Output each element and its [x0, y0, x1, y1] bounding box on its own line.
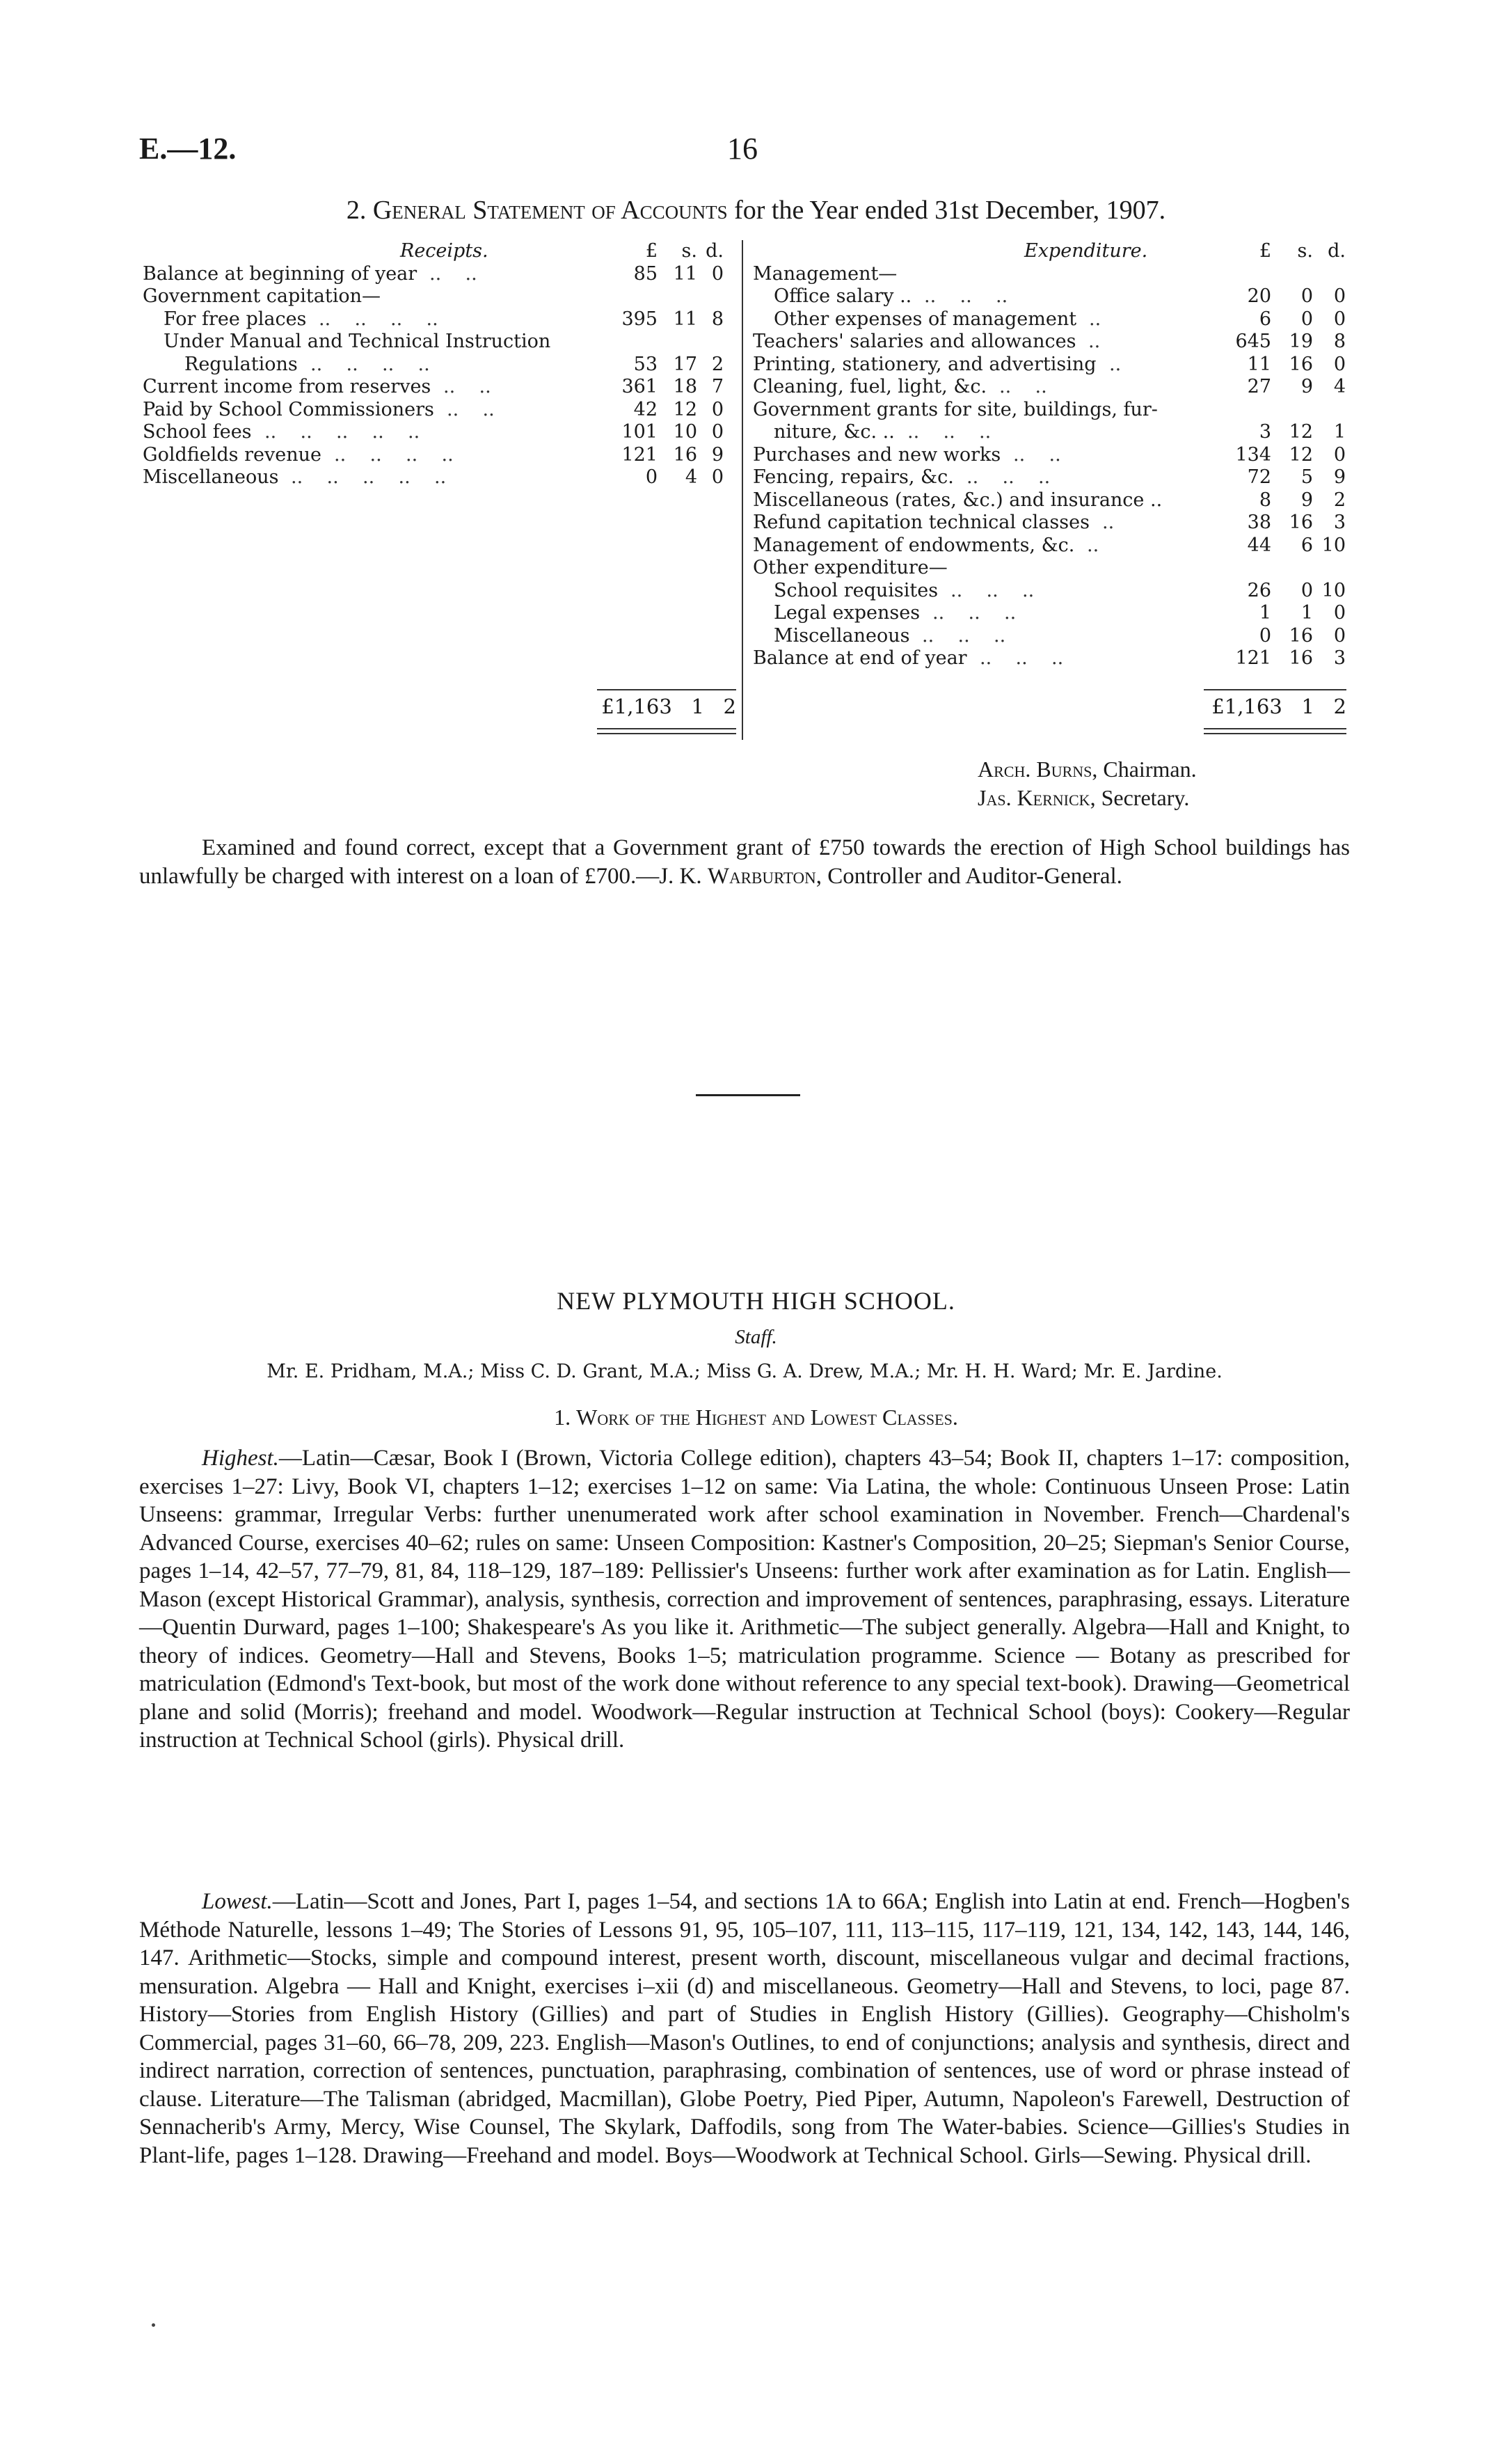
pounds-value: 121 [1235, 647, 1271, 669]
pounds-heading: £ [645, 240, 658, 262]
row-label: Miscellaneous [774, 624, 910, 647]
expenditure-row [753, 602, 1351, 625]
pounds-value: 72 [1247, 466, 1271, 488]
expenditure-row [753, 580, 1351, 603]
receipts-heading: Receipts. [400, 240, 488, 262]
expenditure-row [753, 285, 1351, 308]
work-heading [0, 1405, 1512, 1430]
row-label: School fees [143, 421, 252, 443]
pence-value: 10 [1321, 534, 1346, 556]
expenditure-row [753, 489, 1351, 512]
row-label: Government grants for site, buildings, fur- [753, 398, 1158, 420]
row-label: Miscellaneous (rates, &c.) and insurance .. [753, 489, 1163, 511]
pence-value: 2 [711, 353, 724, 375]
pence-value: 0 [1333, 285, 1346, 307]
shillings-value: 16 [673, 443, 697, 466]
shillings-value: 11 [673, 262, 697, 285]
pence-value: 10 [1321, 579, 1346, 601]
row-label: School requisites [774, 579, 939, 601]
shillings-heading: s. [1297, 240, 1313, 262]
leader-dots: .. .. .. .. .. [264, 421, 420, 443]
row-label: Fencing, repairs, &c. [753, 466, 954, 488]
receipts-table [143, 240, 731, 489]
leader-dots: .. .. .. [966, 466, 1051, 488]
row-label: Purchases and new works [753, 443, 1001, 466]
pounds-value: 0 [645, 466, 658, 488]
auditor-note-text: Examined and found correct, except that a Government grant of £750 towards the erection of High School buildings has unlawfully be charged with interest on a loan of £700.—J. K. [139, 835, 1350, 889]
shillings-value: 12 [673, 398, 697, 420]
row-label: Teachers' salaries and allowances [753, 331, 1076, 352]
shillings-value: 9 [1300, 376, 1313, 397]
leader-dots: .. .. .. [932, 602, 1017, 624]
pence-value: 0 [1333, 353, 1346, 375]
expenditure-row [753, 331, 1351, 354]
row-label: Goldfields revenue [143, 443, 321, 466]
shillings-value: 16 [1289, 624, 1313, 647]
chairman-name: Arch. Burns [978, 757, 1092, 782]
leader-dots: .. [1102, 512, 1115, 533]
leader-dots: .. .. .. .. [334, 443, 454, 466]
statement-title-main: General Statement of Accounts [372, 196, 728, 225]
pence-value: 9 [1333, 466, 1346, 488]
pounds-value: 121 [621, 443, 658, 466]
pounds-value: 44 [1247, 534, 1271, 556]
leader-dots: .. [1087, 534, 1099, 556]
row-label: niture, &c. .. [774, 421, 895, 443]
pounds-value: 395 [621, 308, 658, 330]
shillings-heading: s. [681, 240, 697, 262]
shillings-value: 0 [1300, 579, 1313, 601]
expenditure-row [753, 625, 1351, 648]
pence-value: 8 [711, 308, 724, 330]
shillings-value: 16 [1289, 512, 1313, 533]
pounds-value: 645 [1235, 331, 1271, 352]
row-label: Balance at end of year [753, 647, 967, 669]
pounds-value: 85 [633, 262, 658, 285]
pounds-value: 20 [1247, 285, 1271, 307]
row-label: Management of endowments, &c. [753, 534, 1075, 556]
pence-heading: d. [706, 240, 724, 262]
expenditure-row [753, 512, 1351, 535]
shillings-value: 5 [1300, 466, 1313, 488]
row-label: Legal expenses [774, 602, 921, 624]
shillings-value: 19 [1289, 331, 1313, 352]
page-speck [152, 2323, 155, 2327]
row-label: Paid by School Commissioners [143, 398, 434, 420]
expenditure-row [753, 647, 1351, 670]
pence-value: 0 [711, 398, 724, 420]
receipt-row [143, 331, 731, 354]
expenditure-row [753, 308, 1351, 331]
leader-dots: .. .. .. [980, 647, 1064, 669]
receipt-row [143, 376, 731, 399]
pounds-value: 134 [1235, 443, 1271, 466]
document-reference: E.—12. [139, 132, 237, 166]
secretary-role: , Secretary. [1090, 785, 1190, 810]
pounds-value: 42 [633, 398, 658, 420]
receipt-row [143, 466, 731, 489]
work-heading-text: Work of the Highest and Lowest Classes. [576, 1405, 958, 1430]
pence-value: 0 [1333, 443, 1346, 466]
pence-value: 3 [1333, 647, 1346, 669]
lowest-class-paragraph [139, 1888, 1350, 2170]
statement-title-rest: for the Year ended 31st December, 1907. [734, 196, 1166, 225]
pounds-value: 27 [1247, 376, 1271, 397]
pounds-heading: £ [1259, 240, 1271, 262]
shillings-value: 9 [1300, 489, 1313, 511]
receipt-row [143, 308, 731, 331]
pounds-value: 361 [621, 376, 658, 397]
school-title: NEW PLYMOUTH HIGH SCHOOL. [557, 1287, 955, 1315]
receipts-total-rule-bottom-1 [597, 728, 736, 729]
pence-heading: d. [1328, 240, 1346, 262]
expenditure-table [753, 240, 1351, 670]
staff-list: Mr. E. Pridham, M.A.; Miss C. D. Grant, M.A.; Miss G. A. Drew, M.A.; Mr. H. H. Ward; Mr. E. Jardine. [266, 1361, 1223, 1382]
statement-title [0, 195, 1512, 226]
receipt-row [143, 399, 731, 422]
row-label: For free places [164, 308, 307, 330]
highest-text: —Latin—Cæsar, Book I (Brown, Victoria College edition), chapters 43–54; Book II, chapters 1–17: composition, exercises 1–27: Livy, Book VI, chapters 1–12; exercises 1–12 on same: Via Latina, the whole: Continuous Unseen Prose: Latin Unseens: grammar, Irregular Verbs: further unenumerated work after school examination in November. French—Chardenal's Advanced Course, exercises 40–62; rules on same: Unseen Composition: Kastner's Composition, 20–25; Siepman's Senior Course, pages 1–14, 42–57, 77–79, 81, 84, 118–129, 187–189: Pellissier's Unseens: further work after examination as for Latin. English—Mason (except Historical Grammar), analysis, synthesis, correction and improvement of sentences, paraphrasing, essays. Literature—Quentin Durward, pages 1–100; Shakespeare's As you like it. Arithmetic—The subject generally. Algebra—Hall and Knight, to theory of indices. Geometry—Hall and Stevens, Books 1–5; matriculation programme. Science — Botany as prescribed for matriculation (Edmond's Text-book, but most of the work done without reference to any special text-book). Drawing—Geometrical plane and solid (Morris); freehand and model. Woodwork—Regular instruction at Technical School (boys): Cookery—Regular instruction at Technical School (girls). Physical drill. [139, 1446, 1350, 1753]
expenditure-header-row [753, 240, 1351, 263]
row-label: Cleaning, fuel, light, &c. [753, 376, 987, 397]
pounds-value: 38 [1247, 512, 1271, 533]
pounds-value: 0 [1259, 624, 1271, 647]
leader-dots: .. .. [429, 262, 477, 285]
row-label: Management— [753, 262, 898, 285]
pence-value: 0 [711, 421, 724, 443]
receipts-header-row [143, 240, 731, 263]
pence-value: 0 [1333, 308, 1346, 330]
expenditure-total-rule-bottom-1 [1204, 728, 1346, 729]
pence-value: 2 [1333, 489, 1346, 511]
staff-heading: Staff. [735, 1326, 777, 1348]
highest-class-paragraph [139, 1444, 1350, 1755]
leader-dots: .. .. .. [922, 624, 1006, 647]
row-label: Other expenditure— [753, 557, 948, 578]
expenditure-heading: Expenditure. [1024, 240, 1148, 262]
expenditure-total: £1,163 1 2 [1211, 695, 1346, 718]
pounds-value: 3 [1259, 421, 1271, 443]
expenditure-row [753, 444, 1351, 467]
leader-dots: .. .. .. [950, 579, 1035, 601]
receipt-row [143, 421, 731, 444]
shillings-value: 12 [1289, 443, 1313, 466]
auditor-name: Warburton [707, 864, 816, 889]
pence-value: 3 [1333, 512, 1346, 533]
shillings-value: 18 [673, 376, 697, 397]
pence-value: 1 [1333, 421, 1346, 443]
pounds-value: 11 [1247, 353, 1271, 375]
receipts-total-rule-bottom-2 [597, 733, 736, 734]
row-label: Miscellaneous [143, 466, 279, 488]
shillings-value: 4 [685, 466, 697, 488]
row-label: Balance at beginning of year [143, 262, 417, 285]
pence-value: 0 [1333, 602, 1346, 624]
expenditure-total-rule-top [1204, 689, 1346, 690]
row-label: Regulations [184, 353, 298, 375]
accounts-divider [742, 240, 743, 740]
work-heading-number: 1. [554, 1405, 571, 1430]
expenditure-total-rule-bottom-2 [1204, 733, 1346, 734]
secretary-name: Jas. Kernick [978, 785, 1090, 810]
pence-value: 0 [1333, 624, 1346, 647]
expenditure-row [753, 466, 1351, 489]
pence-value: 8 [1333, 331, 1346, 352]
pence-value: 0 [711, 466, 724, 488]
shillings-value: 11 [673, 308, 697, 330]
row-label: Other expenses of management [774, 308, 1077, 330]
expenditure-row [753, 354, 1351, 377]
shillings-value: 10 [673, 421, 697, 443]
pounds-value: 6 [1259, 308, 1271, 330]
pounds-value: 8 [1259, 489, 1271, 511]
signature-secretary [978, 785, 1189, 811]
chairman-role: , Chairman. [1092, 757, 1197, 782]
receipt-row [143, 285, 731, 308]
leader-dots: .. [1109, 353, 1122, 375]
expenditure-row [753, 535, 1351, 558]
signature-chairman [978, 757, 1197, 782]
expenditure-row [753, 421, 1351, 444]
row-label: Office salary .. [774, 285, 912, 307]
expenditure-row [753, 376, 1351, 399]
pounds-value: 101 [621, 421, 658, 443]
shillings-value: 0 [1300, 308, 1313, 330]
leader-dots: .. .. .. .. [310, 353, 430, 375]
shillings-value: 1 [1300, 602, 1313, 624]
leader-dots: .. [1088, 331, 1101, 352]
leader-dots: .. .. [999, 376, 1047, 397]
pounds-value: 26 [1247, 579, 1271, 601]
leader-dots: .. .. [443, 376, 491, 397]
receipts-total-rule-top [597, 689, 736, 690]
row-label: Under Manual and Technical Instruction [164, 331, 551, 352]
auditor-title: , Controller and Auditor-General. [815, 864, 1122, 889]
shillings-value: 16 [1289, 647, 1313, 669]
highest-lead: Highest. [202, 1446, 279, 1471]
leader-dots: .. .. .. [907, 421, 992, 443]
leader-dots: .. [1089, 308, 1101, 330]
row-label: Refund capitation technical classes [753, 512, 1090, 533]
expenditure-row [753, 263, 1351, 286]
row-label: Current income from reserves [143, 376, 431, 397]
row-label: Printing, stationery, and advertising [753, 353, 1097, 375]
leader-dots: .. .. [1013, 443, 1061, 466]
receipt-row [143, 263, 731, 286]
leader-dots: .. .. [447, 398, 495, 420]
receipt-row [143, 444, 731, 467]
leader-dots: .. .. .. [924, 285, 1008, 307]
shillings-value: 6 [1300, 534, 1313, 556]
leader-dots: .. .. .. .. [319, 308, 438, 330]
pence-value: 9 [711, 443, 724, 466]
shillings-value: 17 [673, 353, 697, 375]
section-divider [696, 1094, 800, 1096]
pence-value: 4 [1333, 376, 1346, 397]
pence-value: 0 [711, 262, 724, 285]
pence-value: 7 [711, 376, 724, 397]
shillings-value: 16 [1289, 353, 1313, 375]
pounds-value: 53 [633, 353, 658, 375]
statement-number: 2. [346, 196, 367, 225]
leader-dots: .. .. .. .. .. [291, 466, 447, 488]
pounds-value: 1 [1259, 602, 1271, 624]
shillings-value: 12 [1289, 421, 1313, 443]
auditor-note [139, 834, 1350, 891]
expenditure-row [753, 399, 1351, 422]
page-number: 16 [727, 132, 758, 166]
lowest-lead: Lowest. [202, 1889, 273, 1914]
expenditure-row [753, 557, 1351, 580]
lowest-text: —Latin—Scott and Jones, Part I, pages 1–54, and sections 1A to 66A; English into Latin at end. French—Hogben's Méthode Naturelle, lessons 1–49; The Stories of Lessons 91, 95, 105–107, 111, 113–115, 117–119, 121, 134, 142, 143, 144, 146, 147. Arithmetic—Stocks, simple and compound interest, present worth, discount, miscellaneous vulgar and decimal fractions, mensuration. Algebra — Hall and Knight, exercises i–xii (d) and miscellaneous. Geometry—Hall and Stevens, to loci, page 87. History—Stories from English History (Gillies) and part of Studies in English History (Gillies). Geography—Chisholm's Commercial, pages 31–60, 66–78, 209, 223. English—Mason's Outlines, to end of conjunctions; analysis and synthesis, direct and indirect narration, correction of sentences, punctuation, paraphrasing, combination of sentences, use of word or phrase instead of clause. Literature—The Talisman (abridged, Macmillan), Globe Poetry, Pied Piper, Autumn, Napoleon's Farewell, Destruction of Sennacherib's Army, Mercy, Wise Counsel, The Skylark, Daffodils, song from The Water-babies. Science—Gillies's Studies in Plant-life, pages 1–128. Drawing—Freehand and model. Boys—Woodwork at Technical School. Girls—Sewing. Physical drill. [139, 1889, 1350, 2168]
shillings-value: 0 [1300, 285, 1313, 307]
row-label: Government capitation— [143, 285, 381, 307]
receipt-row [143, 354, 731, 377]
receipts-total: £1,163 1 2 [601, 695, 736, 718]
